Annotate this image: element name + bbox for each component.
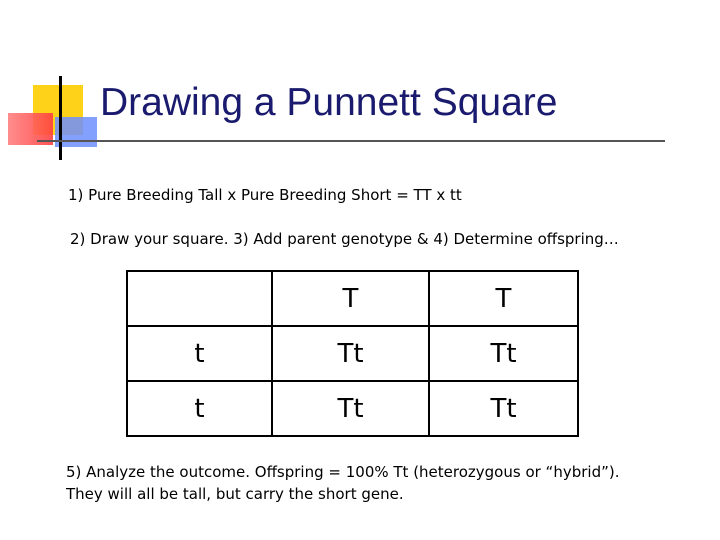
header-row <box>127 271 578 326</box>
parent-allele-col-1: T <box>272 271 429 326</box>
title-underline <box>37 140 665 142</box>
step-2-text: 2) Draw your square. 3) Add parent genotype & 4) Determine offspring… <box>70 230 619 248</box>
parent-allele-row-1: t <box>127 326 272 381</box>
conclusion-line-2: They will all be tall, but carry the short gene. <box>66 485 404 503</box>
conclusion-text <box>66 461 619 505</box>
slide-title: Drawing a Punnett Square <box>100 81 558 124</box>
table-row <box>127 381 578 436</box>
parent-allele-row-2: t <box>127 381 272 436</box>
conclusion-line-1: 5) Analyze the outcome. Offspring = 100% Tt (heterozygous or “hybrid”). <box>66 463 620 481</box>
offspring-cell: Tt <box>272 381 429 436</box>
step-1-text: 1) Pure Breeding Tall x Pure Breeding Short = TT x tt <box>68 186 462 204</box>
punnett-square <box>126 270 579 437</box>
table-row <box>127 326 578 381</box>
offspring-cell: Tt <box>429 326 578 381</box>
corner-cell <box>127 271 272 326</box>
decorative-vertical-line <box>59 76 62 160</box>
offspring-cell: Tt <box>429 381 578 436</box>
parent-allele-col-2: T <box>429 271 578 326</box>
offspring-cell: Tt <box>272 326 429 381</box>
